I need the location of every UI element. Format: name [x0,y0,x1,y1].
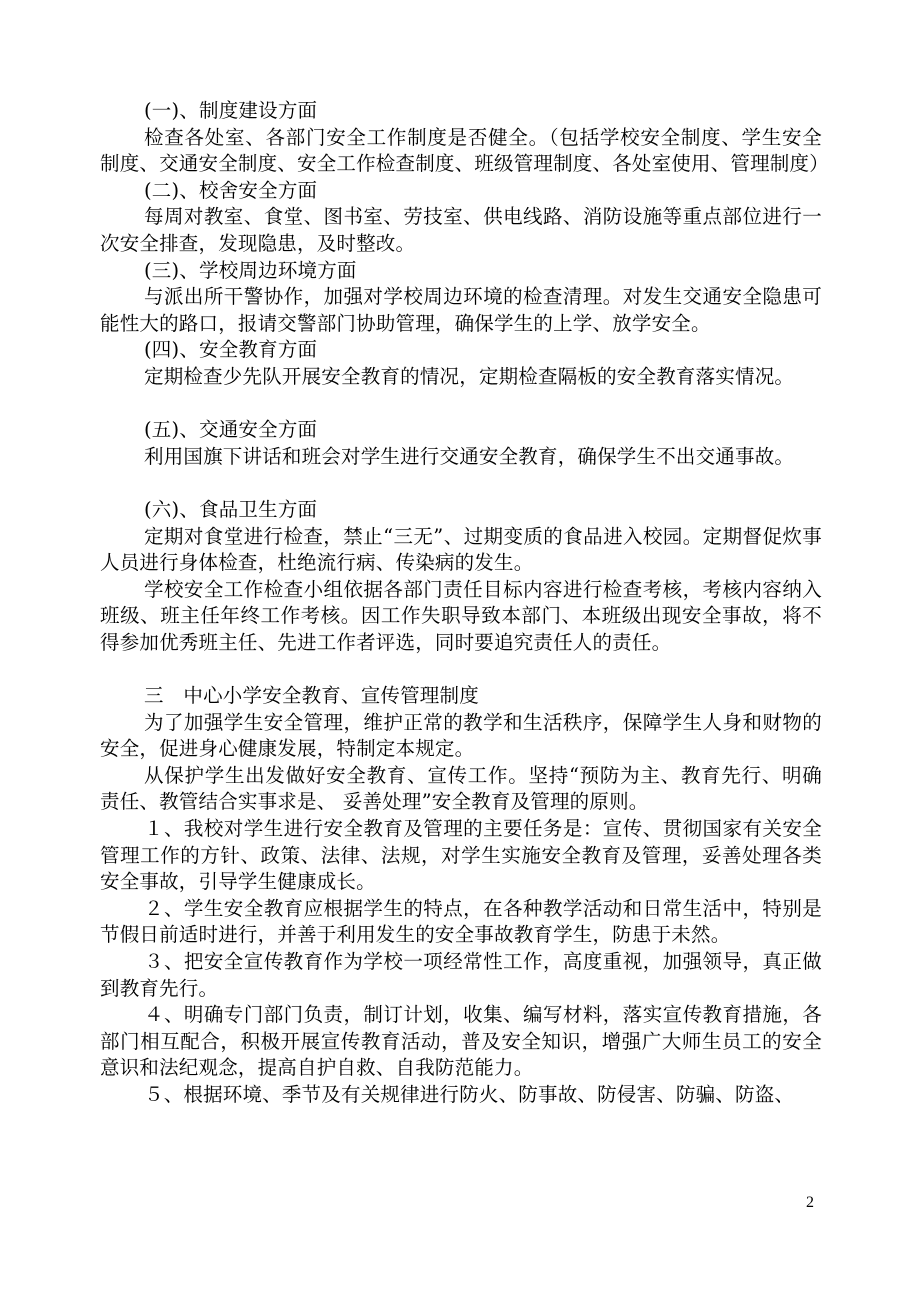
section-heading: (四)、安全教育方面 [144,338,318,362]
paragraph: 学校安全工作检查小组依据各部门责任目标内容进行检查考核，考核内容纳入班级、班主任年终工作考核。因工作失职导致本部门、本班级出现安全事故，将不得参加优秀班主任、先进工作者评选，同时要追究责任人的责任。 [100,577,822,654]
blank-line [100,470,822,497]
numbered-item: ５、根据环境、季节及有关规律进行防火、防事故、防侵害、防骗、防盗、 [144,1082,795,1106]
numbered-item: ２、学生安全教育应根据学生的特点，在各种教学活动和日常生活中，特别是节假日前适时进行，并善于利用发生的安全事故教育学生，防患于未然。 [100,896,822,947]
paragraph: 从保护学生出发做好安全教育、宣传工作。坚持“预防为主、教育先行、明确责任、教管结合实事求是、 妥善处理”安全教育及管理的原则。 [100,763,822,814]
section-heading: (五)、交通安全方面 [144,418,318,442]
numbered-item: ４、明确专门部门负责，制订计划，收集、编写材料，落实宣传教育措施，各部门相互配合，积极开展宣传教育活动，普及安全知识，增强广大师生员工的安全意识和法纪观念，提高自护自救、自我防范能力。 [100,1003,822,1080]
section-heading: (三)、学校周边环境方面 [144,258,357,282]
paragraph: 为了加强学生安全管理，维护正常的教学和生活秩序，保障学生人身和财物的安全，促进身心健康发展，特制定本规定。 [100,710,822,761]
page-number: 2 [806,1194,814,1211]
section-heading: (二)、校舍安全方面 [144,178,318,202]
numbered-item: １、我校对学生进行安全教育及管理的主要任务是：宣传、贯彻国家有关安全管理工作的方针、政策、法律、法规，对学生实施安全教育及管理，妥善处理各类安全事故，引导学生健康成长。 [100,817,822,894]
numbered-item: ３、把安全宣传教育作为学校一项经常性工作，高度重视，加强领导，真正做到教育先行。 [100,950,822,1000]
section-heading: (一)、制度建设方面 [144,99,318,122]
blank-line [100,656,822,683]
paragraph: 检查各处室、各部门安全工作制度是否健全。（包括学校安全制度、学生安全制度、交通安全制度、安全工作检查制度、班级管理制度、各处室使用、管理制度） [100,125,829,176]
section-heading: (六)、食品卫生方面 [144,497,318,521]
chapter-heading: 三 中心小学安全教育、宣传管理制度 [144,684,479,708]
paragraph: 定期检查少先队开展安全教育的情况，定期检查隔板的安全教育落实情况。 [144,364,795,388]
paragraph: 定期对食堂进行检查，禁止“三无”、过期变质的食品进入校园。定期督促炊事人员进行身体检查，杜绝流行病、传染病的发生。 [100,524,822,575]
document-body [100,98,829,1109]
paragraph: 每周对教室、食堂、图书室、劳技室、供电线路、消防设施等重点部位进行一次安全排查，发现隐患，及时整改。 [100,205,822,255]
blank-line [100,391,822,418]
paragraph: 利用国旗下讲话和班会对学生进行交通安全教育，确保学生不出交通事故。 [144,444,795,468]
paragraph: 与派出所干警协作，加强对学校周边环境的检查清理。对发生交通安全隐患可能性大的路口，报请交警部门协助管理，确保学生的上学、放学安全。 [100,285,822,335]
